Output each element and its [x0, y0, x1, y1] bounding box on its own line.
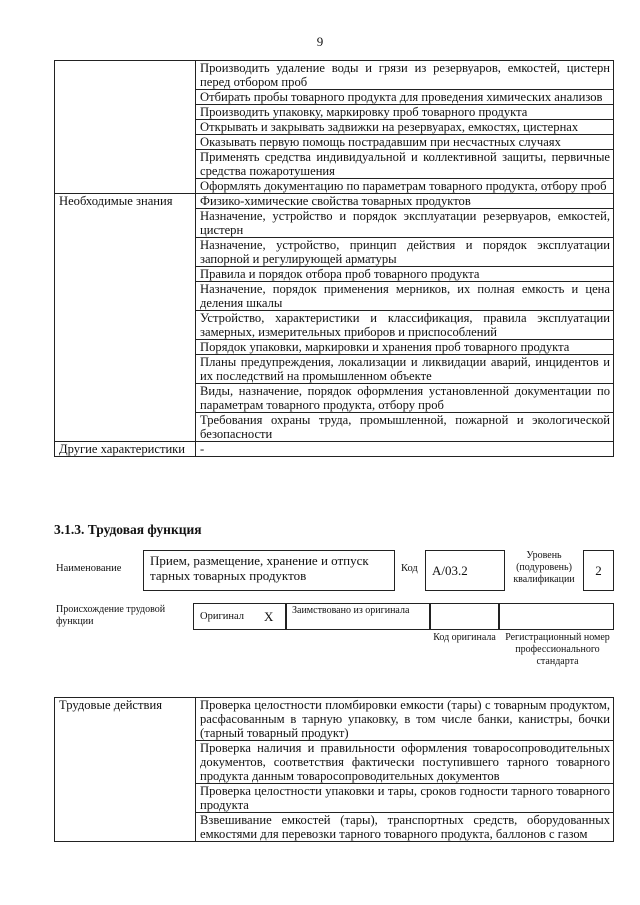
table-cell: Взвешивание емкостей (тары), транспортных средств, оборудованных емкостями для перевозки тарного товарного продукта, баллонов с газом	[196, 813, 614, 842]
table-cell: Производить упаковку, маркировку проб товарного продукта	[196, 105, 614, 120]
borrowed-box	[286, 603, 430, 630]
table-cell: Правила и порядок отбора проб товарного продукта	[196, 267, 614, 282]
level-box	[583, 550, 614, 591]
level-value: 2	[595, 563, 602, 578]
row-category-label	[55, 61, 196, 194]
origin-code-label: Код оригинала	[433, 632, 496, 643]
table-cell: Применять средства индивидуальной и коллективной защиты, первичные средства пожаротушения	[196, 150, 614, 179]
origin-code-box	[430, 603, 499, 630]
labor-actions-table	[54, 697, 614, 842]
skills-knowledge-table	[54, 60, 614, 457]
code-label: Код	[401, 563, 418, 574]
table-cell: Устройство, характеристики и классификация, правила эксплуатации замерных, измерительных приборов и приспособлений	[196, 311, 614, 340]
table-row	[55, 61, 614, 90]
name-label: Наименование	[56, 563, 122, 574]
level-label: Уровень (подуровень) квалификации	[513, 550, 575, 585]
table-cell: Проверка целостности упаковки и тары, сроков годности тарного товарного продукта	[196, 784, 614, 813]
code-value: A/03.2	[432, 563, 468, 578]
table-cell: Производить удаление воды и грязи из резервуаров, емкостей, цистерн перед отбором проб	[196, 61, 614, 90]
table-cell: Требования охраны труда, промышленной, пожарной и экологической безопасности	[196, 413, 614, 442]
reg-number-box	[499, 603, 614, 630]
table-cell: Проверка целостности пломбировки емкости (тары) с товарным продуктом, расфасованным в тарную упаковку, в том числе банки, канистры, бочки (тарный товарный продукт)	[196, 698, 614, 741]
table-cell: Физико-химические свойства товарных продуктов	[196, 194, 614, 209]
table-row	[55, 442, 614, 457]
code-box	[425, 550, 505, 591]
reg-number-label: Регистрационный номер профессионального стандарта	[505, 632, 610, 667]
table-cell: Порядок упаковки, маркировки и хранения проб товарного продукта	[196, 340, 614, 355]
table-cell: -	[196, 442, 614, 457]
table-cell: Назначение, устройство и порядок эксплуатации резервуаров, емкостей, цистерн	[196, 209, 614, 238]
original-label: Оригинал	[200, 611, 244, 622]
row-category-label: Необходимые знания	[55, 194, 196, 442]
table-cell: Отбирать пробы товарного продукта для проведения химических анализов	[196, 90, 614, 105]
row-category-label: Трудовые действия	[55, 698, 196, 842]
original-mark: X	[264, 609, 274, 624]
page-number: 9	[316, 34, 324, 49]
table-cell: Виды, назначение, порядок оформления установленной документации по параметрам товарного продукта, отбору проб	[196, 384, 614, 413]
table-cell: Назначение, порядок применения мерников, их полная емкость и цена деления шкалы	[196, 282, 614, 311]
origin-label: Происхождение трудовой функции	[56, 604, 166, 627]
table-cell: Планы предупреждения, локализации и ликвидации аварий, инцидентов и их последствий на промышленном объекте	[196, 355, 614, 384]
table-cell: Назначение, устройство, принцип действия и порядок эксплуатации запорной и регулирующей арматуры	[196, 238, 614, 267]
table-cell: Оказывать первую помощь пострадавшим при несчастных случаях	[196, 135, 614, 150]
row-category-label: Другие характеристики	[55, 442, 196, 457]
table-row	[55, 698, 614, 741]
table-row	[55, 194, 614, 209]
table-cell: Проверка наличия и правильности оформления товаросопроводительных документов, соответствия фактически поступившего тарного товарного продукта данным товаросопроводительных документов	[196, 741, 614, 784]
function-name-box	[143, 550, 395, 591]
original-box	[193, 603, 286, 630]
borrowed-label: Заимствовано из оригинала	[292, 605, 410, 616]
table-cell: Открывать и закрывать задвижки на резервуарах, емкостях, цистернах	[196, 120, 614, 135]
section-title: 3.1.3. Трудовая функция	[54, 522, 202, 537]
table-cell: Оформлять документацию по параметрам товарного продукта, отбору проб	[196, 179, 614, 194]
function-name-value: Прием, размещение, хранение и отпуск тарных товарных продуктов	[150, 553, 369, 583]
